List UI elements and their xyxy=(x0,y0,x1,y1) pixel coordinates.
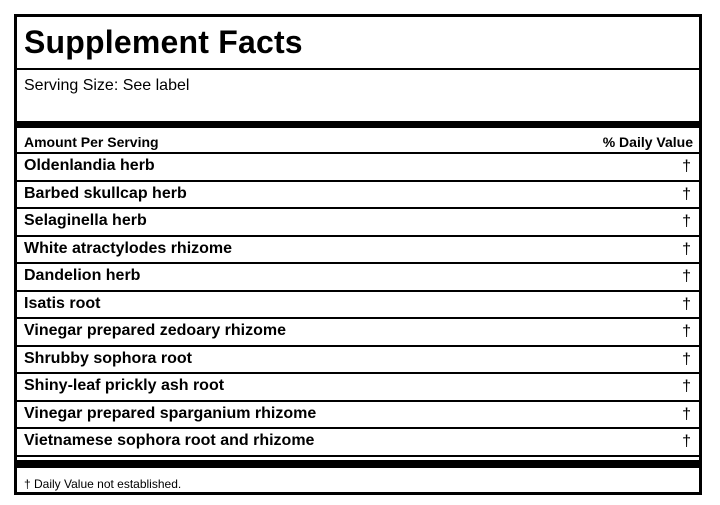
ingredient-name: White atractylodes rhizome xyxy=(24,239,233,257)
daily-value-mark: † xyxy=(682,268,691,285)
supplement-facts-panel xyxy=(14,14,702,495)
daily-value-mark: † xyxy=(682,433,691,450)
ingredient-row xyxy=(17,347,699,375)
ingredient-name: Vietnamese sophora root and rhizome xyxy=(24,432,315,449)
serving-size: Serving Size: See label xyxy=(24,77,190,94)
ingredient-name: Isatis root xyxy=(24,294,101,312)
panel-title: Supplement Facts xyxy=(24,24,303,60)
ingredient-row xyxy=(17,429,699,457)
thick-divider xyxy=(17,460,699,468)
daily-value-mark: † xyxy=(682,350,691,368)
amount-per-serving-header: Amount Per Serving xyxy=(24,134,159,150)
thick-divider xyxy=(17,121,699,128)
ingredient-name: Shiny-leaf prickly ash root xyxy=(24,377,225,394)
ingredient-row xyxy=(17,264,699,292)
ingredient-name: Shrubby sophora root xyxy=(24,349,192,367)
daily-value-mark: † xyxy=(682,295,691,313)
daily-value-mark: † xyxy=(682,185,691,203)
ingredient-row xyxy=(17,182,699,210)
ingredient-row xyxy=(17,209,699,237)
ingredient-row xyxy=(17,292,699,320)
daily-value-mark: † xyxy=(682,378,691,395)
ingredient-name: Oldenlandia herb xyxy=(24,157,155,174)
divider xyxy=(17,68,699,70)
ingredient-row xyxy=(17,319,699,347)
daily-value-mark: † xyxy=(682,213,691,230)
ingredient-row xyxy=(17,154,699,182)
daily-value-mark: † xyxy=(682,323,691,340)
ingredient-row xyxy=(17,237,699,265)
ingredient-name: Dandelion herb xyxy=(24,267,141,284)
ingredient-name: Vinegar prepared sparganium rhizome xyxy=(24,404,317,422)
ingredient-row xyxy=(17,374,699,402)
daily-value-mark: † xyxy=(682,240,691,258)
ingredient-name: Vinegar prepared zedoary rhizome xyxy=(24,322,287,339)
daily-value-mark: † xyxy=(682,158,691,175)
ingredient-name: Barbed skullcap herb xyxy=(24,184,187,202)
daily-value-header: % Daily Value xyxy=(602,134,693,150)
ingredient-row xyxy=(17,402,699,430)
footnote: † Daily Value not established. xyxy=(24,477,182,491)
ingredient-name: Selaginella herb xyxy=(24,212,147,229)
daily-value-mark: † xyxy=(682,405,691,423)
